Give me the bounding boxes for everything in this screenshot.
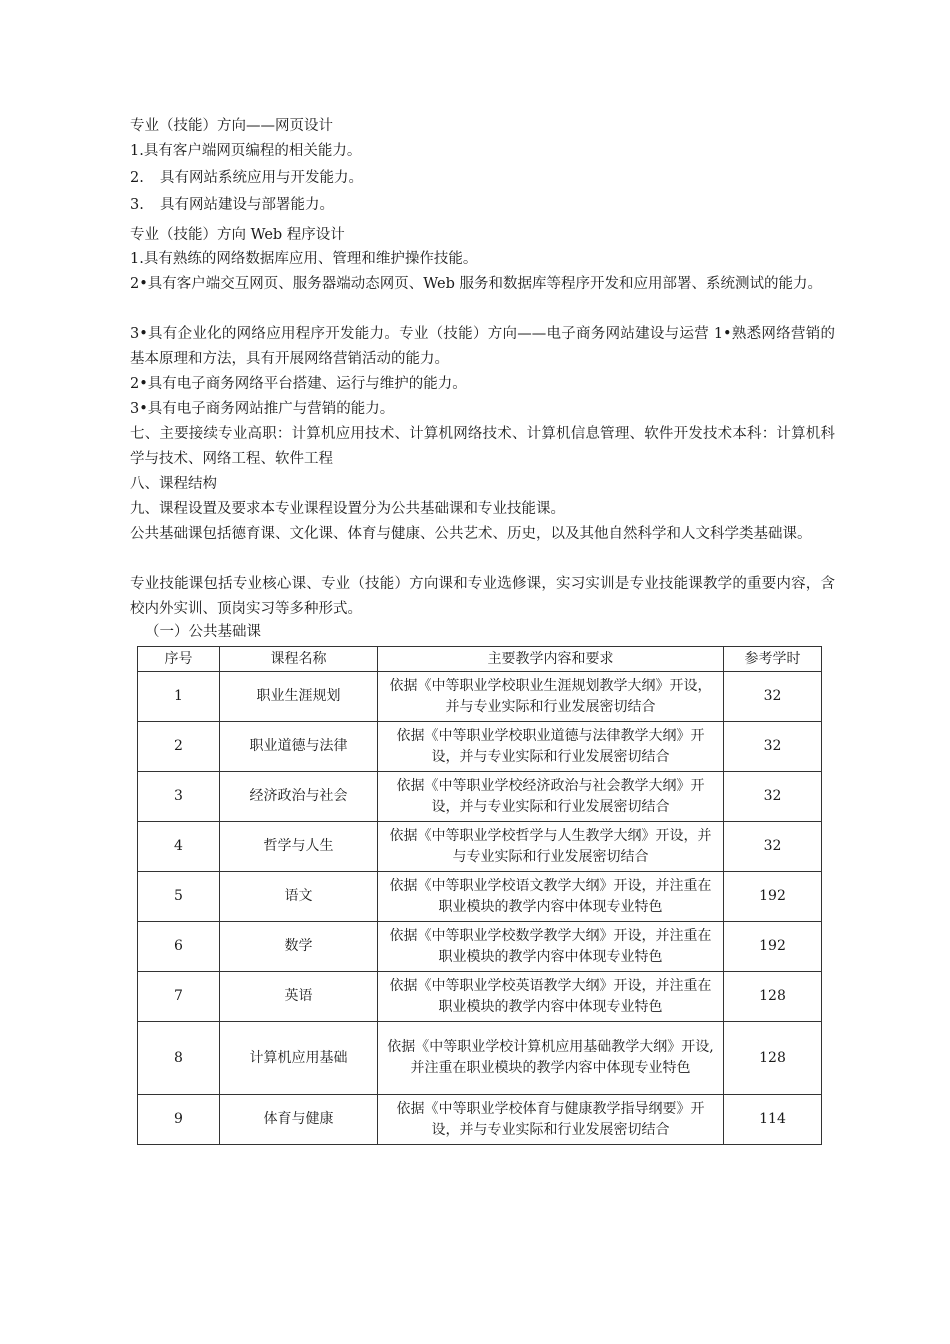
- table-header-row: [138, 647, 822, 672]
- cell-content: 依据《中等职业学校计算机应用基础教学大纲》开设, 并注重在职业模块的教学内容中体现专业特色: [378, 1022, 724, 1095]
- cell-course-name: 哲学与人生: [220, 822, 378, 872]
- item-web-programming-2: 2•具有客户端交互网页、服务器端动态网页、Web 服务和数据库等程序开发和应用部署、系统测试的能力。: [130, 276, 822, 292]
- cell-no: 7: [138, 972, 220, 1022]
- heading-web-programming: 专业（技能）方向 Web 程序设计: [130, 227, 345, 243]
- cell-no: 8: [138, 1022, 220, 1095]
- heading-web-design: 专业（技能）方向——网页设计: [130, 118, 333, 134]
- item-text: 具有网站建设与部署能力。: [160, 197, 334, 213]
- item-web-programming-3: 3•具有企业化的网络应用程序开发能力。专业（技能）方向——电子商务网站建设与运营 1•熟悉网络营销的基本原理和方法，具有开展网络营销活动的能力。: [130, 326, 835, 367]
- table-row: [138, 722, 822, 772]
- item-web-design-3: [130, 193, 835, 218]
- table-row: [138, 972, 822, 1022]
- cell-no: 6: [138, 922, 220, 972]
- header-no: 序号: [138, 647, 220, 672]
- item-web-programming-1: 1.具有熟练的网络数据库应用、管理和维护操作技能。: [130, 251, 478, 267]
- section-nine: 九、课程设置及要求本专业课程设置分为公共基础课和专业技能课。: [130, 501, 565, 517]
- section-eight: 八、课程结构: [130, 476, 217, 492]
- table-row: [138, 772, 822, 822]
- table-row: [138, 872, 822, 922]
- cell-no: 1: [138, 672, 220, 722]
- cell-content: 依据《中等职业学校职业生涯规划教学大纲》开设，并与专业实际和行业发展密切结合: [378, 672, 724, 722]
- item-number: 3.: [130, 197, 144, 213]
- cell-content: 依据《中等职业学校职业道德与法律教学大纲》开设，并与专业实际和行业发展密切结合: [378, 722, 724, 772]
- cell-hours: 32: [724, 672, 822, 722]
- cell-course-name: 数学: [220, 922, 378, 972]
- cell-hours: 128: [724, 972, 822, 1022]
- item-text: 具有网站系统应用与开发能力。: [160, 170, 363, 186]
- item-number: 2.: [130, 170, 144, 186]
- cell-no: 9: [138, 1095, 220, 1145]
- cell-no: 5: [138, 872, 220, 922]
- professional-courses-desc: 专业技能课包括专业核心课、专业（技能）方向课和专业选修课，实习实训是专业技能课教学的重要内容，含校内外实训、顶岗实习等多种形式。: [130, 576, 835, 617]
- item-ecommerce-3: 3•具有电子商务网站推广与营销的能力。: [130, 401, 395, 417]
- table-row: [138, 672, 822, 722]
- table-row: [138, 822, 822, 872]
- cell-content: 依据《中等职业学校英语教学大纲》开设，并注重在职业模块的教学内容中体现专业特色: [378, 972, 724, 1022]
- cell-course-name: 英语: [220, 972, 378, 1022]
- table-row: [138, 922, 822, 972]
- cell-course-name: 职业生涯规划: [220, 672, 378, 722]
- cell-content: 依据《中等职业学校经济政治与社会教学大纲》开设，并与专业实际和行业发展密切结合: [378, 772, 724, 822]
- public-courses-desc: 公共基础课包括德育课、文化课、体育与健康、公共艺术、历史，以及其他自然科学和人文科学类基础课。: [130, 526, 812, 542]
- item-ecommerce-2: 2•具有电子商务网络平台搭建、运行与维护的能力。: [130, 376, 467, 392]
- table-row: [138, 1095, 822, 1145]
- item-web-design-1: 1.具有客户端网页编程的相关能力。: [130, 143, 362, 159]
- cell-no: 3: [138, 772, 220, 822]
- cell-content: 依据《中等职业学校体育与健康教学指导纲要》开设，并与专业实际和行业发展密切结合: [378, 1095, 724, 1145]
- section-title-public-courses: （一）公共基础课: [145, 624, 261, 640]
- cell-course-name: 经济政治与社会: [220, 772, 378, 822]
- header-content: 主要教学内容和要求: [378, 647, 724, 672]
- cell-no: 2: [138, 722, 220, 772]
- section-seven: 七、主要接续专业高职：计算机应用技术、计算机网络技术、计算机信息管理、软件开发技术本科：计算机科学与技术、网络工程、软件工程: [130, 426, 835, 467]
- cell-content: 依据《中等职业学校数学教学大纲》开设，并注重在职业模块的教学内容中体现专业特色: [378, 922, 724, 972]
- cell-hours: 32: [724, 772, 822, 822]
- cell-course-name: 计算机应用基础: [220, 1022, 378, 1095]
- header-course-name: 课程名称: [220, 647, 378, 672]
- cell-hours: 32: [724, 822, 822, 872]
- cell-hours: 192: [724, 922, 822, 972]
- cell-course-name: 语文: [220, 872, 378, 922]
- table-row: [138, 1022, 822, 1095]
- cell-hours: 114: [724, 1095, 822, 1145]
- item-web-design-2: [130, 166, 835, 191]
- cell-content: 依据《中等职业学校哲学与人生教学大纲》开设，并与专业实际和行业发展密切结合: [378, 822, 724, 872]
- cell-course-name: 体育与健康: [220, 1095, 378, 1145]
- header-hours: 参考学时: [724, 647, 822, 672]
- cell-no: 4: [138, 822, 220, 872]
- cell-hours: 192: [724, 872, 822, 922]
- cell-hours: 32: [724, 722, 822, 772]
- cell-content: 依据《中等职业学校语文教学大纲》开设，并注重在职业模块的教学内容中体现专业特色: [378, 872, 724, 922]
- cell-hours: 128: [724, 1022, 822, 1095]
- cell-course-name: 职业道德与法律: [220, 722, 378, 772]
- public-courses-table: [137, 646, 822, 1145]
